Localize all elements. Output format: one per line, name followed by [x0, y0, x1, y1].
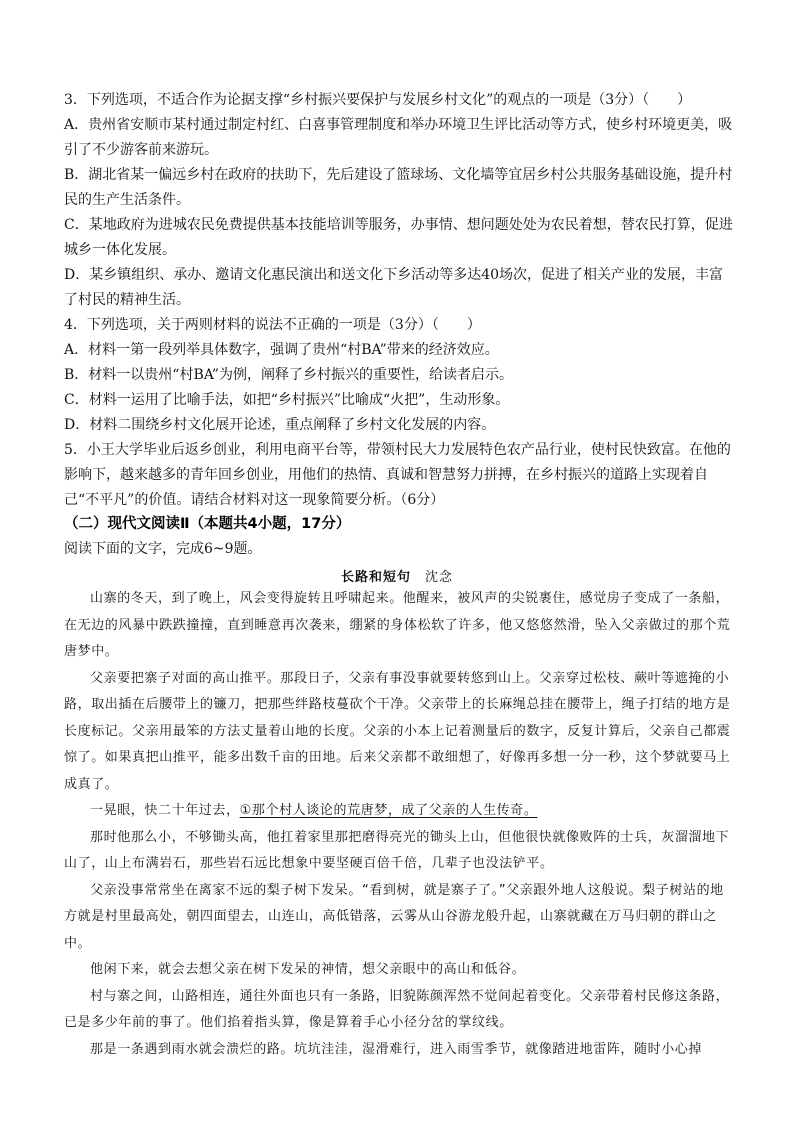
paragraph-3 [64, 798, 736, 825]
question-3: 3．下列选项，不适合作为论据支撑“乡村振兴要保护与发展乡村文化”的观点的一项是（3分）（ ） [64, 92, 692, 108]
question-4: 4．下列选项，关于两则材料的说法不正确的一项是（3分）（ ） [64, 317, 481, 333]
question-5: 5．小王大学毕业后返乡创业，利用电商平台等，带领村民大力发展特色农产品行业，使村民快致富。在他的影响下，越来越多的青年回乡创业，用他们的热情、真诚和智慧努力拼搏，在乡村振兴的道路上实现着自己“不平凡”的价值。请结合材料对这一现象简要分析。（6分） [64, 442, 731, 508]
paragraph-2: 父亲要把寨子对面的高山推平。那段日子，父亲有事没事就要转悠到山上。父亲穿过松枝、蕨叶等遮掩的小路，取出插在后腰带上的镰刀，把那些绊路枝蔓砍个干净。父亲带上的长麻绳总挂在腰带上，绳子打结的地方是长度标记。父亲用最笨的方法丈量着山地的长度。父亲的小本上记着测量后的数字，反复计算后，父亲自己都震惊了。如果真把山推平，能多出数千亩的田地。后来父亲都不敢细想了，好像再多想一分一秒，这个梦就要马上成真了。 [64, 670, 731, 792]
question-3-option-a: A．贵州省安顺市某村通过制定村红、白喜事管理制度和举办环境卫生评比活动等方式，使乡村环境更美，吸引了不少游客前来游玩。 [64, 117, 733, 158]
paragraph-8: 那是一条遇到雨水就会溃烂的路。坑坑洼洼，湿滑难行，进入雨雪季节，就像踏进地雷阵，随时小心掉 [90, 1041, 703, 1057]
question-4-option-b: B．材料一以贵州“村BA”为例，阐释了乡村振兴的重要性，给读者启示。 [64, 367, 513, 383]
underlined-sentence: ①那个村人谈论的荒唐梦，成了父亲的人生传奇。 [239, 803, 538, 818]
paragraph-1: 山寨的冬天，到了晚上，风会变得旋转且呼啸起来。他醒来，被风声的尖锐裹住，感觉房子变成了一条船，在无边的风暴中跌跌撞撞，直到睡意再次袭来，绷紧的身体松软了许多，他又悠悠然滑，坠入父亲做过的那个荒唐梦中。 [64, 591, 731, 659]
section-instruction: 阅读下面的文字，完成6~9题。 [64, 541, 262, 557]
question-4-option-d: D．材料二围绕乡村文化展开论述，重点阐释了乡村文化发展的内容。 [64, 417, 496, 433]
question-4-option-a: A．材料一第一段列举具体数字，强调了贵州“村BA”带来的经济效应。 [64, 342, 499, 358]
paragraph-5: 父亲没事常常坐在离家不远的梨子树下发呆。“看到树，就是寨子了。”父亲跟外地人这般说。梨子树站的地方就是村里最高处，朝四面望去，山连山，高低错落，云雾从山谷游龙般升起，山寨就藏在万马归朝的群山之中。 [64, 882, 724, 951]
passage-title [0, 566, 794, 585]
question-3-option-c: C．某地政府为进城农民免费提供基本技能培训等服务，办事情、想问题处处为农民着想，替农民打算，促进城乡一体化发展。 [64, 217, 733, 258]
section-heading: （二）现代文阅读Ⅱ（本题共4小题，17分） [64, 516, 351, 532]
paragraph-4: 那时他那么小，不够锄头高，他扛着家里那把磨得亮光的锄头上山，但他很快就像败阵的士兵，灰溜溜地下山了，山上布满岩石，那些岩石远比想象中要坚硬百倍千倍，几辈子也没法铲平。 [64, 829, 730, 871]
question-4-option-c: C．材料一运用了比喻手法，如把“乡村振兴”比喻成“火把”，生动形象。 [64, 392, 510, 408]
passage-title-text: 长路和短句 [340, 570, 411, 585]
passage-body [64, 586, 736, 1063]
paragraph-6: 他闲下来，就会去想父亲在树下发呆的神情，想父亲眼中的高山和低谷。 [90, 962, 526, 977]
question-3-option-b: B．湖北省某一偏远乡村在政府的扶助下，先后建设了篮球场、文化墙等宜居乡村公共服务基础设施，提升村民的生产生活条件。 [64, 167, 733, 208]
passage-author: 沈念 [425, 570, 454, 585]
question-3-option-d: D．某乡镇组织、承办、邀请文化惠民演出和送文化下乡活动等多达40场次，促进了相关产业的发展，丰富了村民的精神生活。 [64, 267, 724, 308]
paragraph-3-lead: 一晃眼，快二十年过去， [90, 803, 240, 818]
paragraph-7: 村与寨之间，山路相连，通往外面也只有一条路，旧貌陈颜浑然不觉间起着变化。父亲带着村民修这条路，已是多少年前的事了。他们掐着指头算，像是算着手心小径分岔的掌纹线。 [64, 988, 730, 1030]
